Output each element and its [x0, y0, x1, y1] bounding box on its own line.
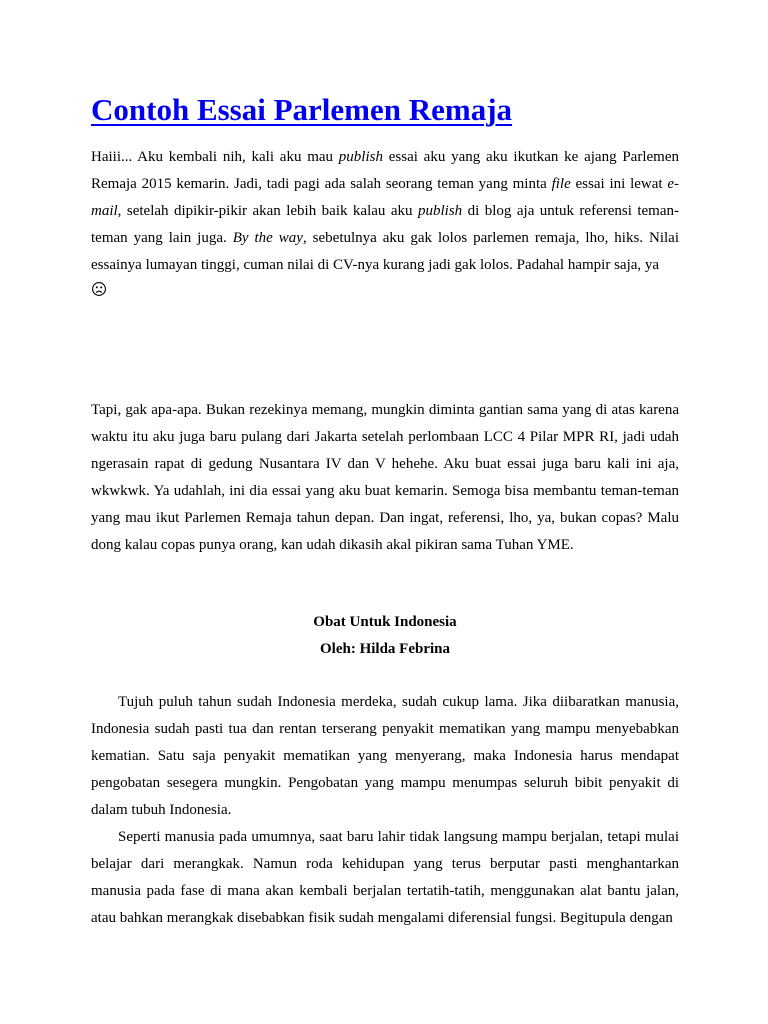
text-line: Remaja 2015 kemarin. Jadi, tadi pagi ada salah seorang teman yang minta file essai ini lewat e- — [91, 176, 679, 192]
italic-term: file — [551, 176, 571, 192]
page-title-link[interactable]: Contoh Essai Parlemen Remaja — [91, 92, 513, 127]
text-line: wkwkwk. Ya udahlah, ini dia essai yang aku buat kemarin. Semoga bisa membantu teman-teman — [91, 483, 679, 499]
essay-paragraph-1 — [91, 689, 679, 824]
second-paragraph — [91, 397, 679, 559]
text-line: Seperti manusia pada umumnya, saat baru lahir tidak langsung mampu berjalan, tetapi mulai — [118, 829, 679, 845]
italic-term: publish — [338, 149, 383, 165]
essay-title: Obat Untuk Indonesia — [313, 614, 457, 630]
italic-term: mail — [91, 203, 118, 219]
text-line: belajar dari merangkak. Namun roda kehidupan yang terus berputar pasti menghantarkan — [91, 856, 679, 872]
text-line: Indonesia sudah pasti tua dan rentan terserang penyakit mematikan yang mampu menyebabkan — [91, 721, 679, 737]
text-line: essainya lumayan tinggi, cuman nilai di CV-nya kurang jadi gak lolos. Padahal hampir saja, ya — [91, 257, 660, 273]
essay-paragraph-2 — [91, 824, 679, 932]
italic-term: e- — [667, 176, 679, 192]
italic-term: By the way — [232, 230, 303, 246]
text-line: teman yang lain juga. By the way, sebetulnya aku gak lolos parlemen remaja, lho, hiks. Nilai — [91, 230, 679, 246]
italic-term: publish — [417, 203, 463, 219]
intro-paragraph — [91, 144, 679, 279]
text-line: pengobatan sesegera mungkin. Pengobatan yang mampu menumpas seluruh bibit penyakit di — [91, 775, 679, 791]
text-line: Haiii... Aku kembali nih, kali aku mau publish essai aku yang aku ikutkan ke ajang Parlemen — [91, 149, 679, 165]
text-line: mail, setelah dipikir-pikir akan lebih baik kalau aku publish di blog aja untuk referensi teman- — [91, 203, 679, 219]
text-line: ngerasain rapat di gedung Nusantara IV dan V hehehe. Aku buat essai juga baru kali ini aja, — [91, 456, 679, 472]
text-line: Tujuh puluh tahun sudah Indonesia merdeka, sudah cukup lama. Jika diibaratkan manusia, — [118, 694, 679, 710]
text-line: waktu itu aku juga baru pulang dari Jakarta setelah perlombaan LCC 4 Pilar MPR RI, jadi udah — [91, 429, 679, 445]
text-line: kematian. Satu saja penyakit mematikan yang menyerang, maka Indonesia harus mendapat — [91, 748, 679, 764]
text-line: dalam tubuh Indonesia. — [91, 802, 232, 818]
frowning-face-icon — [91, 281, 107, 297]
text-line: dong kalau copas punya orang, kan udah dikasih akal pikiran sama Tuhan YME. — [91, 537, 574, 553]
text-line: Tapi, gak apa-apa. Bukan rezekinya memang, mungkin diminta gantian sama yang di atas karena — [91, 402, 679, 418]
text-line: yang mau ikut Parlemen Remaja tahun depan. Dan ingat, referensi, lho, ya, bukan copas? Malu — [91, 510, 679, 526]
text-line: manusia pada fase di mana akan kembali berjalan tertatih-tatih, menggunakan alat bantu jalan, — [91, 883, 679, 899]
text-line: atau bahkan merangkak disebabkan fisik sudah mengalami diferensial fungsi. Begitupula dengan — [91, 910, 673, 926]
essay-author: Oleh: Hilda Febrina — [319, 641, 450, 657]
